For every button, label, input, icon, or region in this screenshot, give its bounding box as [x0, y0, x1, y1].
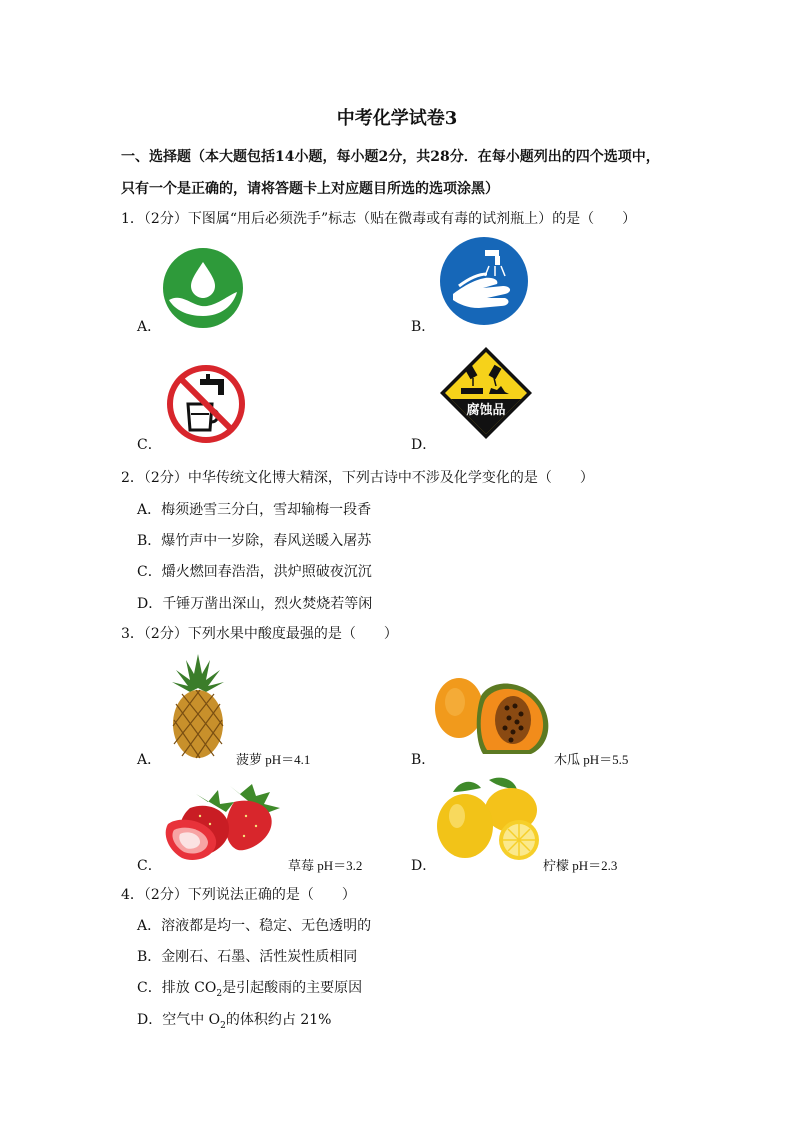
q4-option-d-text-rest: 的体积约占 21% — [225, 1012, 332, 1028]
q4-option-b: B．金刚石、石墨、活性炭性质相同 — [137, 949, 358, 965]
q3-option-b-label: B． — [411, 752, 436, 768]
q1-option-d-label: D． — [411, 437, 437, 453]
q4-option-d — [137, 1009, 331, 1031]
q4-option-c-text: C．排放 CO — [137, 980, 217, 996]
corrosive-sign-text: 腐蚀品 — [466, 403, 506, 418]
q3-option-a-label: A． — [137, 752, 162, 768]
page-title: 中考化学试卷3 — [336, 108, 458, 129]
q2-option-b: B．爆竹声中一岁除，春风送暖入屠苏 — [137, 533, 372, 549]
q2-option-d: D．千锤万凿出深山，烈火焚烧若等闲 — [137, 596, 373, 612]
water-drop-sign-icon — [163, 248, 243, 328]
corrosive-sign-icon — [439, 346, 533, 440]
wash-hands-sign-icon — [439, 236, 529, 326]
q3-option-d-label: D． — [411, 858, 437, 874]
strawberry-image — [160, 780, 286, 862]
question-1-stem: 1．（2分）下图属“用后必须洗手”标志（贴在微毒或有毒的试剂瓶上）的是（ ） — [121, 211, 637, 227]
q4-option-c-text-rest: 是引起酸雨的主要原因 — [222, 980, 363, 996]
section-heading-line-1: 一、选择题（本大题包括14小题，每小题2分，共28分．在每小题列出的四个选项中， — [121, 149, 660, 165]
q3-option-d-caption: 柠檬 pH＝2.3 — [543, 858, 618, 873]
q3-option-a-caption: 菠萝 pH＝4.1 — [236, 752, 311, 767]
q3-option-c-caption: 草莓 pH＝3.2 — [288, 858, 363, 873]
papaya-image — [435, 672, 553, 758]
lemon-image — [435, 776, 543, 862]
q1-option-a-label: A． — [137, 319, 162, 335]
q1-option-b-label: B． — [411, 319, 436, 335]
question-4-stem: 4．（2分）下列说法正确的是（ ） — [121, 887, 356, 903]
q4-option-c — [137, 977, 362, 999]
q1-option-c-label: C． — [137, 437, 162, 453]
q2-option-c: C．爝火燃回春浩浩，洪炉照破夜沉沉 — [137, 564, 372, 580]
q2-option-a: A．梅须逊雪三分白，雪却输梅一段香 — [137, 502, 372, 518]
q4-option-d-subscript: 2 — [220, 1020, 226, 1031]
q4-option-a: A．溶液都是均一、稳定、无色透明的 — [137, 918, 372, 934]
q3-option-b-caption: 木瓜 pH＝5.5 — [554, 752, 629, 767]
question-2-stem: 2．（2分）中华传统文化博大精深，下列古诗中不涉及化学变化的是（ ） — [121, 470, 594, 486]
pineapple-image — [168, 652, 228, 760]
no-drinking-water-sign-icon — [166, 364, 246, 444]
section-heading-line-2: 只有一个是正确的，请将答题卡上对应题目所选的选项涂黑） — [121, 181, 499, 197]
q4-option-c-subscript: 2 — [216, 988, 223, 999]
question-3-stem: 3．（2分）下列水果中酸度最强的是（ ） — [121, 626, 398, 642]
q3-option-c-label: C． — [137, 858, 162, 874]
q4-option-d-text: D．空气中 O — [137, 1012, 221, 1028]
